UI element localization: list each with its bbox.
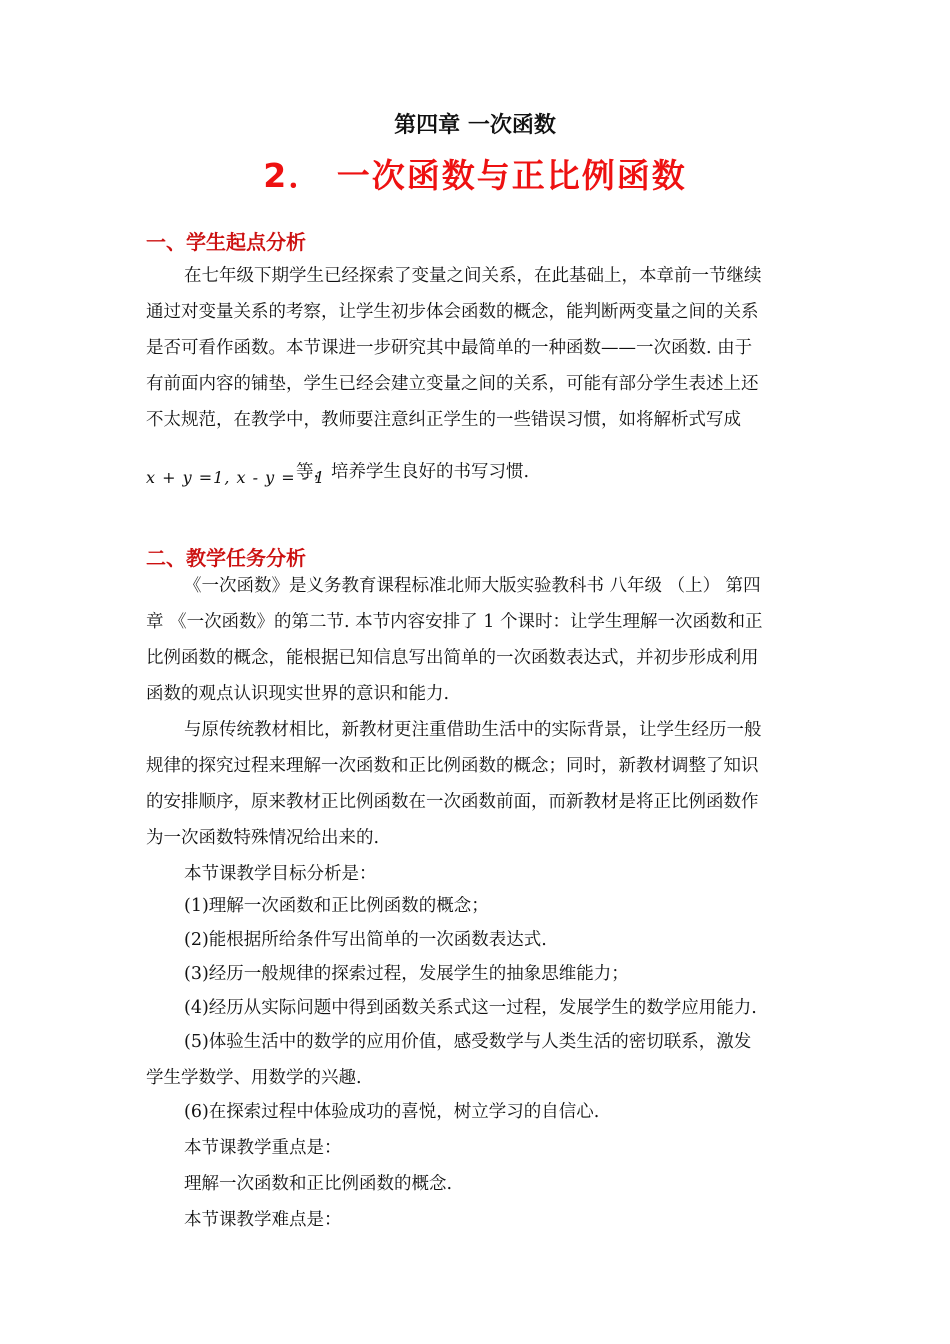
paragraph-line: 比例函数的概念，能根据已知信息写出简单的一次函数表达式，并初步形成利用 [146, 648, 759, 668]
paragraph-line: 规律的探究过程来理解一次函数和正比例函数的概念；同时，新教材调整了知识 [146, 756, 759, 776]
goal-item: (6)在探索过程中体验成功的喜悦，树立学习的自信心. [184, 1102, 600, 1122]
paragraph-line: 《一次函数》是义务教育课程标准北师大版实验教科书 八年级 （上） 第四 [184, 576, 761, 596]
goal-item: (4)经历从实际问题中得到函数关系式这一过程，发展学生的数学应用能力. [184, 998, 757, 1018]
goal-item: (2)能根据所给条件写出简单的一次函数表达式. [184, 930, 547, 950]
key-point-label: 本节课教学重点是： [184, 1138, 342, 1158]
lesson-title: 2． 一次函数与正比例函数 [263, 156, 687, 195]
formula-tail-text: 等，培养学生良好的书写习惯. [296, 462, 530, 482]
goals-intro: 本节课教学目标分析是： [184, 864, 377, 884]
paragraph-line: 通过对变量关系的考察，让学生初步体会函数的概念，能判断两变量之间的关系 [146, 302, 759, 322]
key-point-text: 理解一次函数和正比例函数的概念. [184, 1174, 453, 1194]
chapter-title: 第四章 一次函数 [394, 113, 556, 138]
goal-item: (5)体验生活中的数学的应用价值，感受数学与人类生活的密切联系，激发 [184, 1032, 752, 1052]
paragraph-line: 在七年级下期学生已经探索了变量之间关系，在此基础上，本章前一节继续 [184, 266, 762, 286]
paragraph-line: 章 《一次函数》的第二节. 本节内容安排了 1 个课时：让学生理解一次函数和正 [146, 612, 763, 632]
goal-item: (1)理解一次函数和正比例函数的概念； [184, 896, 489, 916]
paragraph-line: 为一次函数特殊情况给出来的. [146, 828, 380, 848]
paragraph-line: 有前面内容的铺垫，学生已经会建立变量之间的关系，可能有部分学生表述上还 [146, 374, 759, 394]
paragraph-line: 不太规范，在教学中，教师要注意纠正学生的一些错误习惯，如将解析式写成 [146, 410, 741, 430]
formula: x + y =1, x - y = - 1 [146, 468, 326, 487]
paragraph-line: 是否可看作函数。本节课进一步研究其中最简单的一种函数——一次函数. 由于 [146, 338, 753, 358]
goal-item: (3)经历一般规律的探索过程，发展学生的抽象思维能力； [184, 964, 629, 984]
paragraph-line: 与原传统教材相比，新教材更注重借助生活中的实际背景，让学生经历一般 [184, 720, 762, 740]
section1-heading: 一、学生起点分析 [146, 230, 306, 254]
paragraph-line: 函数的观点认识现实世界的意识和能力. [146, 684, 450, 704]
goal-item-continued: 学生学数学、用数学的兴趣. [146, 1068, 362, 1088]
paragraph-line: 的安排顺序，原来教材正比例函数在一次函数前面，而新教材是将正比例函数作 [146, 792, 759, 812]
difficulty-label: 本节课教学难点是： [184, 1210, 342, 1230]
section2-heading: 二、教学任务分析 [146, 546, 306, 570]
